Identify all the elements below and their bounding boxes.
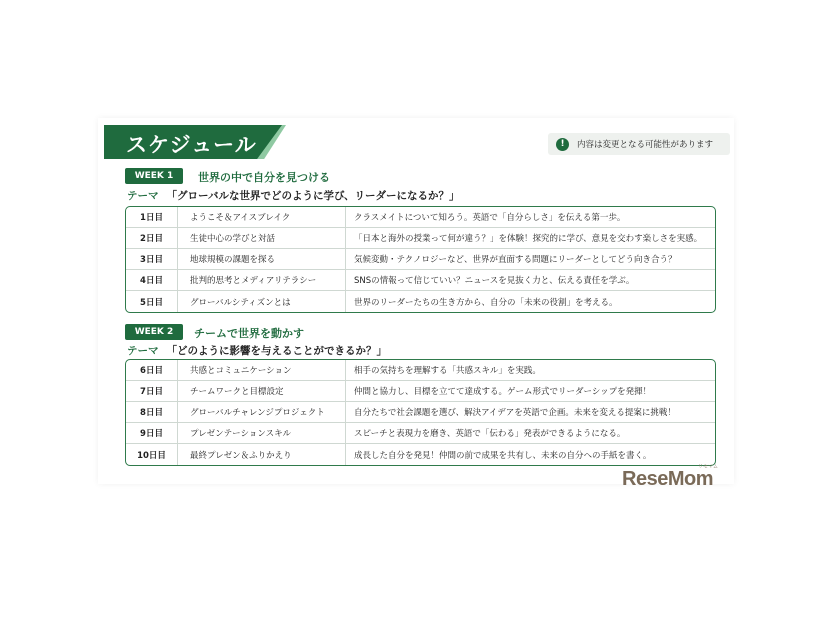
day-cell: 1日目 bbox=[126, 207, 178, 227]
week-1-badge: WEEK 1 bbox=[125, 168, 183, 184]
table-row bbox=[126, 270, 715, 291]
table-row bbox=[126, 249, 715, 270]
change-notice-text: 内容は変更となる可能性があります bbox=[577, 140, 714, 150]
description-cell: 仲間と協力し、目標を立てて達成する。ゲーム形式でリーダーシップを発揮！ bbox=[354, 387, 652, 397]
table-row bbox=[126, 402, 715, 423]
alert-icon: ! bbox=[556, 138, 569, 151]
week-2-title: チームで世界を動かす bbox=[194, 327, 304, 340]
description-cell: クラスメイトについて知ろう。英語で「自分らしさ」を伝える第一歩。 bbox=[354, 213, 626, 223]
resemom-logo: ReseMom bbox=[622, 468, 713, 490]
description-cell: 世界のリーダーたちの生き方から、自分の「未来の役割」を考える。 bbox=[354, 297, 618, 308]
topic-cell: 批判的思考とメディアリテラシー bbox=[178, 270, 346, 290]
topic-cell: 地球規模の課題を探る bbox=[178, 249, 346, 269]
table-row bbox=[126, 444, 715, 465]
day-cell: 8日目 bbox=[126, 402, 178, 422]
topic-cell: グローバルシティズンとは bbox=[178, 291, 346, 312]
page-title: スケジュール bbox=[126, 133, 257, 157]
day-cell: 6日目 bbox=[126, 360, 178, 380]
description-cell: スピーチと表現力を磨き、英語で「伝わる」発表ができるようになる。 bbox=[354, 429, 626, 439]
day-cell: 5日目 bbox=[126, 291, 178, 312]
week-1-table bbox=[125, 206, 716, 313]
week-1-theme-text: 「グローバルな世界でどのように学び、リーダーになるか？」 bbox=[166, 190, 460, 202]
topic-cell: ようこそ＆アイスブレイク bbox=[178, 207, 346, 227]
day-cell: 4日目 bbox=[126, 270, 178, 290]
day-cell: 9日目 bbox=[126, 423, 178, 443]
description-cell: 気候変動・テクノロジーなど、世界が直面する問題にリーダーとしてどう向き合う？ bbox=[354, 255, 677, 265]
topic-cell: 生徒中心の学びと対話 bbox=[178, 228, 346, 248]
table-row bbox=[126, 228, 715, 249]
week-1-title: 世界の中で自分を見つける bbox=[198, 171, 330, 184]
topic-cell: 共感とコミュニケーション bbox=[178, 360, 346, 380]
table-row bbox=[126, 207, 715, 228]
table-row bbox=[126, 423, 715, 444]
week-2-theme-label: テーマ bbox=[127, 345, 159, 357]
description-cell: 「日本と海外の授業って何が違う？」を体験！探究的に学び、意見を交わす楽しさを実感。 bbox=[354, 234, 703, 244]
week-2-theme bbox=[127, 343, 387, 358]
table-row bbox=[126, 381, 715, 402]
week-2-table bbox=[125, 359, 716, 466]
description-cell: 自分たちで社会課題を選び、解決アイデアを英語で企画。未来を変える提案に挑戦！ bbox=[354, 408, 676, 418]
week-2-badge: WEEK 2 bbox=[125, 324, 183, 340]
day-cell: 10日目 bbox=[126, 444, 178, 465]
day-cell: 3日目 bbox=[126, 249, 178, 269]
day-cell: 7日目 bbox=[126, 381, 178, 401]
week-1-theme-label: テーマ bbox=[127, 190, 159, 202]
week-1-theme bbox=[127, 188, 460, 203]
table-row bbox=[126, 291, 715, 312]
topic-cell: 最終プレゼン＆ふりかえり bbox=[178, 444, 346, 465]
description-cell: SNSの情報って信じていい？ニュースを見抜く力と、伝える責任を学ぶ。 bbox=[354, 276, 635, 286]
change-notice bbox=[548, 133, 730, 155]
topic-cell: プレゼンテーションスキル bbox=[178, 423, 346, 443]
description-cell: 相手の気持ちを理解する「共感スキル」を実践。 bbox=[354, 366, 541, 376]
topic-cell: グローバルチャレンジプロジェクト bbox=[178, 402, 346, 422]
watermark-furigana: リセマム bbox=[698, 464, 718, 470]
topic-cell: チームワークと目標設定 bbox=[178, 381, 346, 401]
table-row bbox=[126, 360, 715, 381]
description-cell: 成長した自分を発見！仲間の前で成果を共有し、未来の自分への手紙を書く。 bbox=[354, 450, 652, 461]
day-cell: 2日目 bbox=[126, 228, 178, 248]
week-2-theme-text: 「どのように影響を与えることができるか？」 bbox=[166, 345, 387, 357]
